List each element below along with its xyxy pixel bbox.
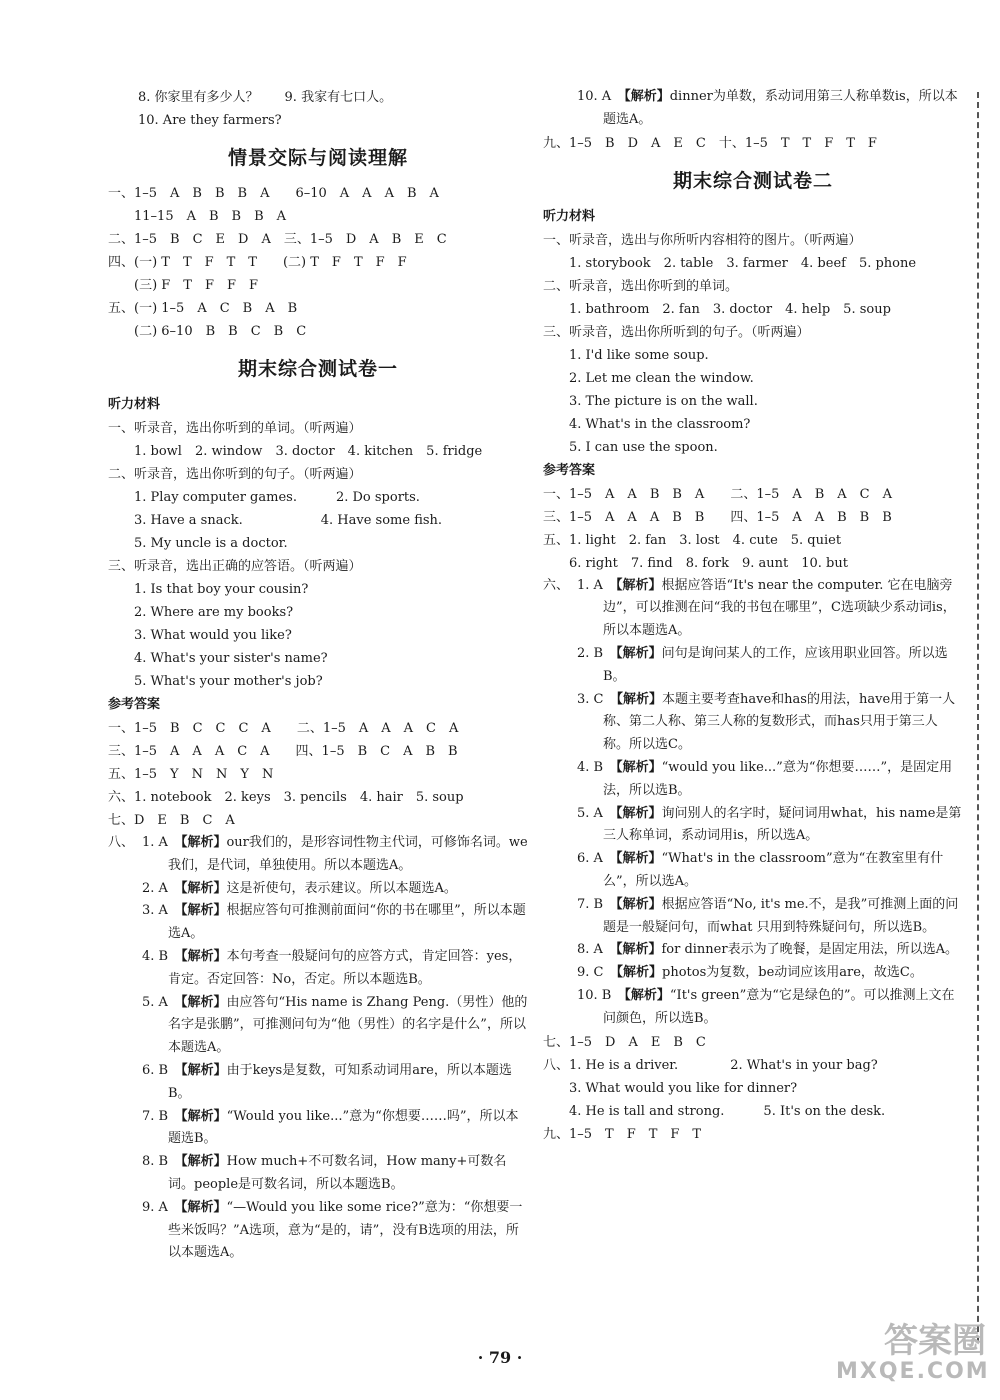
explanation-block (543, 575, 963, 1031)
text-line: 二、听录音，选出你听到的单词。 (543, 278, 739, 294)
answer-line: 3. What would you like for dinner? (543, 1080, 798, 1096)
text-line: 1. Play computer games. 2. Do sports. (108, 490, 420, 505)
watermark-text: 答案圈 (884, 1321, 986, 1361)
answer-line: 五、(一) 1–5 A C B A B (108, 301, 298, 316)
explanation-item: 3. A 【解析】根据应答句可推测前面问“你的书在哪里”，所以本题选A。 (142, 903, 526, 942)
answer-line: (三) F T F F F (108, 278, 259, 293)
explanation-item: 5. A 【解析】由应答句“His name is Zhang Peng.（男性）他的名字是张鹏”，可推测问句为“他（男性）的名字是什么”，所以本题选A。 (142, 994, 528, 1056)
answer-line: 七、1–5 D A E B C (543, 1034, 706, 1050)
explanation-item: 10. B 【解析】“It's green”意为“它是绿色的”。可以推测上文在问颜色，所以选B。 (577, 987, 955, 1026)
explanation-item: 1. A 【解析】根据应答语“It's near the computer. 它在电脑旁边”，可以推测在问“我的书包在哪里”，C选项缺少系动词is，所以本题选A。 (577, 577, 956, 639)
answer-line: 五、1–5 Y N N Y N (108, 767, 274, 782)
text-line: 4. What's your sister's name? (108, 651, 328, 666)
answer-line: 三、1–5 A A A B B 四、1–5 A A B B B (543, 509, 892, 525)
cut-line-divider (977, 92, 979, 1342)
subheading: 参考答案 (543, 462, 596, 478)
answer-line: 一、1–5 A B B B A 6–10 A A A B A (108, 186, 439, 201)
text-line: 3. The picture is on the wall. (543, 393, 758, 409)
watermark-url: MXQE.COM (836, 1359, 990, 1384)
answer-line: 二、1–5 B C E D A 三、1–5 D A B E C (108, 232, 447, 247)
section-title: 情景交际与阅读理解 (227, 147, 408, 169)
answer-line: 三、1–5 A A A C A 四、1–5 B C A B B (108, 744, 458, 759)
explanation-item: 1. A 【解析】our我们的，是形容词性物主代词，可修饰名词。we我们，是代词，单独使用。所以本题选A。 (142, 835, 528, 873)
explanation-item: 8. A 【解析】for dinner表示为了晚餐，是固定用法，所以选A。 (577, 942, 958, 958)
text-line: 1. storybook 2. table 3. farmer 4. beef 5. phone (543, 255, 917, 271)
answer-line: 11–15 A B B B A (108, 209, 287, 224)
explanation-item: 6. A 【解析】“What's in the classroom”意为“在教室里有什么”，所以选A。 (577, 851, 944, 889)
explanation-item: 9. C 【解析】photos为复数，be动词应该用are，故选C。 (577, 965, 923, 981)
part-label: 六、 (543, 577, 570, 593)
text-line: 三、听录音，选出你所听到的句子。（听两遍） (543, 324, 810, 340)
text-line: 5. My uncle is a doctor. (108, 536, 288, 551)
answer-line: 九、1–5 T F T F T (543, 1126, 702, 1142)
explanation-item: 4. B 【解析】本句考查一般疑问句的应答方式，肯定回答：yes，肯定。否定回答：No，否定。所以本题选B。 (142, 948, 522, 987)
answer-line: (二) 6–10 B B C B C (108, 324, 307, 339)
answer-line: 五、1. light 2. fan 3. lost 4. cute 5. quiet (543, 532, 842, 548)
part-label: 八、 (108, 835, 135, 850)
answer-line: 六、1. notebook 2. keys 3. pencils 4. hair 5. soup (108, 790, 464, 805)
text-line: 一、听录音，选出你听到的单词。（听两遍） (108, 421, 362, 436)
text-line: 1. I'd like some soup. (543, 347, 709, 363)
explanation-item: 2. B 【解析】问句是询问某人的工作，应该用职业回答。所以选B。 (577, 645, 948, 684)
page-number: · 79 · (477, 1348, 523, 1367)
explanation-block (108, 832, 528, 1265)
answer-line: 九、1–5 B D A E C 十、1–5 T T F T F (543, 135, 877, 151)
text-line: 1. bowl 2. window 3. doctor 4. kitchen 5. fridge (108, 444, 483, 459)
watermark-logo (836, 1321, 990, 1392)
explanation-item: 3. C 【解析】本题主要考查have和has的用法，have用于第一人称、第二人称、第三人称的复数形式，而has只用于第三人称。所以选C。 (577, 691, 956, 753)
subheading: 听力材料 (543, 208, 596, 224)
text-line: 一、听录音，选出与你所听内容相符的图片。（听两遍） (543, 232, 862, 248)
left-column (108, 86, 528, 1265)
text-line: 10. Are they farmers? (138, 113, 282, 128)
text-line: 4. What's in the classroom? (543, 416, 751, 432)
explanation-item: 7. B 【解析】根据应答语“No, it's me.不，是我”可推测上面的问题是一般疑问句，而what 只用到特殊疑问句，所以选B。 (577, 896, 959, 935)
answer-line: 四、(一) T T F T T (二) T F T F F (108, 255, 407, 270)
answer-line: 一、1–5 A A B B A 二、1–5 A B A C A (543, 486, 893, 502)
section-title: 期末综合测试卷二 (672, 169, 833, 192)
explanation-item: 7. B 【解析】“Would you like...”意为“你想要……吗”，所以本题选B。 (142, 1108, 519, 1147)
text-line: 3. What would you like? (108, 628, 292, 643)
text-line: 1. Is that boy your cousin? (108, 582, 309, 597)
explanation-item: 5. A 【解析】询问别人的名字时，疑问词用what，his name是第三人称单词，系动词用is，所以选A。 (577, 805, 962, 844)
text-line: 二、听录音，选出你听到的句子。（听两遍） (108, 467, 362, 482)
text-line: 3. Have a snack. 4. Have some fish. (108, 513, 443, 528)
explanation-item: 10. A 【解析】dinner为单数，系动词用第三人称单数is，所以本题选A。 (577, 89, 958, 127)
explanation-item: 6. B 【解析】由于keys是复数，可知系动词用are，所以本题选B。 (142, 1062, 512, 1101)
subheading: 参考答案 (108, 697, 161, 712)
right-column (543, 86, 963, 1146)
text-line: 2. Where are my books? (108, 605, 294, 620)
explanation-item: 2. A 【解析】这是祈使句，表示建议。所以本题选A。 (142, 880, 457, 896)
answer-line: 七、D E B C A (108, 813, 235, 828)
explanation-item: 8. B 【解析】How much+不可数名词，How many+可数名词。people是可数名词，所以本题选B。 (142, 1154, 507, 1192)
answer-line: 6. right 7. find 8. fork 9. aunt 10. but (543, 555, 848, 571)
text-line: 1. bathroom 2. fan 3. doctor 4. help 5. soup (543, 301, 891, 317)
section-title: 期末综合测试卷一 (237, 358, 398, 380)
text-line: 三、听录音，选出正确的应答语。（听两遍） (108, 559, 362, 574)
explanation-item: 4. B 【解析】“would you like...”意为“你想要……”，是固定用法，所以选B。 (577, 759, 953, 798)
answer-line: 八、1. He is a driver. 2. What's in your bag? (543, 1057, 878, 1073)
answer-line: 一、1–5 B C C C A 二、1–5 A A A C A (108, 721, 459, 736)
explanation-item: 9. A 【解析】“—Would you like some rice?”意为：“你想要一些米饭吗？”A选项，意为“是的，请”，没有B选项的用法，所以本题选A。 (142, 1199, 523, 1261)
text-line: 2. Let me clean the window. (543, 370, 754, 386)
answer-line: 4. He is tall and strong. 5. It's on the desk. (543, 1103, 886, 1119)
text-line: 8. 你家里有多少人？ 9. 我家有七口人。 (138, 90, 393, 105)
text-line: 5. I can use the spoon. (543, 439, 718, 455)
text-line: 5. What's your mother's job? (108, 674, 323, 689)
subheading: 听力材料 (108, 397, 161, 412)
